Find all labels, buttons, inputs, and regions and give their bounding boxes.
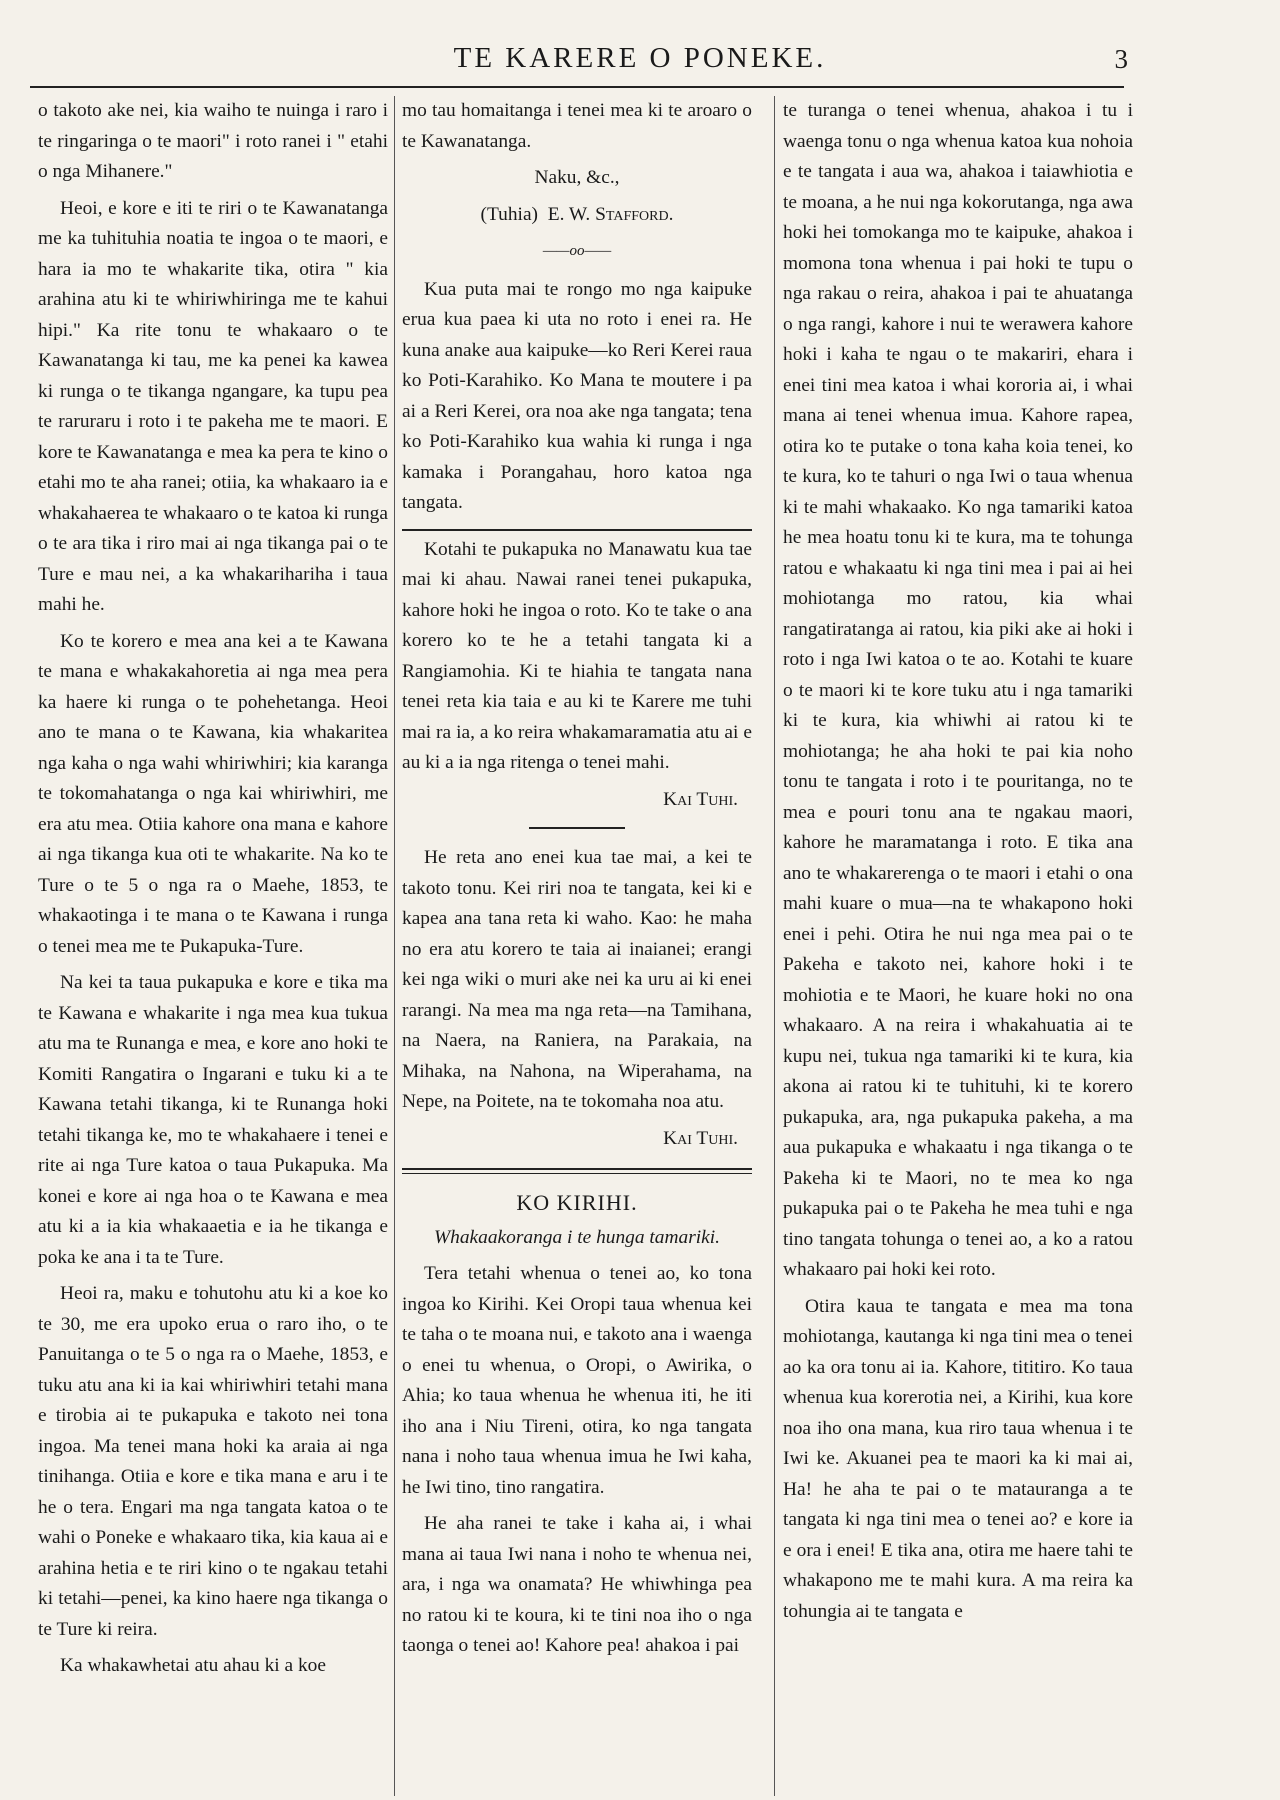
editor-signature-1: Kai Tuhi. bbox=[663, 788, 738, 810]
col2-paragraph-1: mo tau homaitanga i tenei mea ki te aroaro o te Kawanatanga. bbox=[402, 100, 752, 152]
column-divider-1 bbox=[394, 96, 395, 1796]
article-heading: KO KIRIHI. bbox=[516, 1190, 638, 1215]
col1-paragraph-4: Na kei ta taua pukapuka e kore e tika ma te Kawana e whakarite i nga mea kua tukua atu ma te Runanga e mea, e kore ano hoki te Komiti Rangatira o Ingarani e tuku ki a te Kawana tetahi tikanga, ki te Runanga hoki tetahi tikanga ke, mo te whakahaere i tenei e rite ai nga Ture katoa o taua Pukapuka. Ma konei e kore ai nga hoa o te Kawana e mea atu ki a ia kia whakaaetia e ia he tikanga e poka ke ana i ta te Ture. bbox=[38, 972, 388, 1268]
col3-paragraph-1: te turanga o tenei whenua, ahakoa i tu i waenga tonu o nga whenua katoa kua nohoia e te tangata i aua wa, ahakoa i taiawhiotia e te moana, a he nui nga kokorutanga, nga awa hoki hei tomokanga mo te kaipuke, ahakoa i momona tona whenua i pai hoki te tupu o nga rakau o reira, ahakoa i pai te ahuatanga o nga rangi, kahore i nui te werawera kahore hoki i kaha te ngau o te makariri, ehara i enei tini mea katoa i whai kororia ai, i whai mana ai tenei whenua imua. Kahore rapea, otira ko te putake o tona kaha koia tenei, ko te kura, ko te tahuri o nga Iwi o taua whenua ki te mahi whakaako. Ko nga tamariki katoa he mea hoatu tonu ki te kura, ma te tohunga ratou e whakaatu ki nga tini mea i pai ai hei mohiotanga mo ratou, kia whai rangatiratanga ai ratou, kia piki ake ai hoki i roto i nga Iwi katoa o te ao. Kotahi te kuare o te maori ki te kore tuku atu i nga tamariki ki te kura, kia whiwhi ai ratou ki te mohiotanga; he aha hoki te pai kia noho tonu te tangata i roto i te pouritanga, no te mea e pouri tonu ana te ngakau maori, kahore he maramatanga i roto. E tika ana ano te whakarerenga o te maori i etahi o ona mahi kuare o mua—na te whakapono hoki enei i pehi. Otira he nui nga mea pai o te Pakeha e takoto nei, kahore hoki i te mohiotia e te Maori, he kuare hoki no ona whakaaro. A na reira i whakahuatia ai te kupu nei, tukua nga tamariki ki te kura, kia akona ai ratou ki te tuhituhi, ki te korero pukapuka, ara, nga pukapuka pakeha, a ma aua pukapuka e whakaatu i nga tikanga o te Pakeha ki te Maori, no te mea ko nga pukapuka pai o te Pakeha he mea tuhi e nga tino tangata tohunga o tenei ao, a ko a ratou whakaaro pai hoki kei roto. bbox=[783, 100, 1133, 1280]
article-subheading: Whakaakoranga i te hunga tamariki. bbox=[434, 1226, 720, 1248]
col3-paragraph-2: Otira kaua te tangata e mea ma tona mohiotanga, kautanga ki nga tini mea o tenei ao ka ora tonu ai ia. Kahore, tititiro. Ko taua whenua kua korerotia nei, a Kirihi, kua kore noa iho ona mana, kua riro taua whenua i te Iwi ke. Akuanei pea te maori ka ki mai ai, Ha! he aha te pai o te matauranga a te tangata ki nga tini mea o tenei ao? e kore ia e ora i enei! E tika ana, otira me haere tahi te whakapono me te mahi kura. A ma reira ka tohungia ai te tangata e bbox=[783, 1295, 1133, 1622]
col2-paragraph-letters: He reta ano enei kua tae mai, a kei te takoto tonu. Kei riri noa te tangata, kei ki e kapea ana tana reta ki waho. Kao: he maha no era atu korero te taia ai inaianei; erangi kei nga wiki o muri ake nei ka uru ai ki enei rarangi. Na mea ma nga reta—na Tamihana, na Naera, na Raniera, na Parakaia, na Mihaka, na Nahona, na Wiperahama, na Nepe, na Poitete, na te tokomaha noa atu. bbox=[402, 847, 752, 1112]
col2-paragraph-letter: Kotahi te pukapuka no Manawatu kua tae mai ki ahau. Nawai ranei tenei pukapuka, kahore hoki he ingoa o roto. Ko te take o ana korero ko te he a tetahi tangata ki a Rangiamohia. Ki te hiahia te tangata nana tenei reta kia taia e au ki te Karere me tuhi mai ra ia, a ko reira whakamaramatia atu ai e au ki a ia nga ritenga o tenei mahi. bbox=[402, 538, 752, 773]
oo-separator: ——oo—— bbox=[542, 243, 612, 259]
col2-paragraph-kirihi-2: He aha ranei te take i kaha ai, i whai mana ai taua Iwi nana i noho te whenua nei, ara, i nga wa onamata? He whiwhinga pea no ratou ki te koura, ki te tini noa iho o nga taonga o tenei ao! Kahore pea! ahakoa i pai bbox=[402, 1513, 752, 1656]
col1-paragraph-2: Heoi, e kore e iti te riri o te Kawanatanga me ka tuhituhia noatia te ingoa o te maori, e hara ia mo te whakarite tika, otira " kia arahina atu ki te whiriwhiringa me te kahui hipi." Ka rite tonu te whakaaro o te Kawanatanga ki tau, me ka penei ka kawea ki runga o te tikanga ngangare, ka tupu pea te raruraru i roto i te pakeha me te maori. E kore te Kawanatanga e mea ka pera te kino o etahi mo te aha ranei; otiia, ka whakaaro ia e whakahaerea te whakaaro o te katoa ki runga o te ara tika i riro mai ai nga tikanga pai o te Ture e mau nei, a ka whakarihariha i taua mahi he. bbox=[38, 197, 388, 615]
column-1 bbox=[38, 96, 388, 1796]
col1-paragraph-3: Ko te korero e mea ana kei a te Kawana te mana e whakakahoretia ai nga mea pera ka haere ki runga o te pohehetanga. Heoi ano te mana o te Kawana, kia whakaritea nga kaha o nga wahi whiriwhiri; kia karanga te tokomahatanga o nga kai whiriwhiri, me era atu mea. Otiia kahore ona mana e kahore ai nga tikanga kua oti te whakarite. Na ko te Ture o te 5 o nga ra o Maehe, 1853, te whakaotinga i te mana o te Kawana i runga o tenei mea me te Pukapuka-Ture. bbox=[38, 630, 388, 957]
newspaper-title: TE KARERE O PONEKE. bbox=[453, 42, 827, 74]
page-number: 3 bbox=[1114, 44, 1128, 74]
col1-paragraph-5: Heoi ra, maku e tohutohu atu ki a koe ko te 30, me era upoko erua o raro iho, o te Panuitanga o te 5 o nga ra o Maehe, 1853, e tuku atu ana ki ia kai whiriwhiri tetahi mana e tirobia ai te pukapuka e takoto nei tona ingoa. Ma tenei mana hoki ka araia ai nga tinihanga. Otiia e kore e tika mana e aru i te he o tera. Engari ma nga tangata katoa o te wahi o Poneke e whakaaro tika, kia kaua ai e arahina hetia e te riri kino o te ngakau tetahi ki tetahi—penei, ka kino haere nga tikanga o te Ture ki reira. bbox=[38, 1283, 388, 1640]
signoff-name: E. W. Stafford. bbox=[547, 203, 674, 225]
column-3 bbox=[783, 96, 1133, 1796]
masthead bbox=[0, 42, 1280, 90]
col2-paragraph-shipwreck: Kua puta mai te rongo mo nga kaipuke erua kua paea ki uta no roto i enei ra. He kuna anake aua kaipuke—ko Reri Kerei raua ko Poti-Karahiko. Ko Mana te moutere i pa ai a Reri Kerei, ora noa ake nga tangata; tena ko Poti-Karahiko kua wahia ki runga i nga kamaka i Porangahau, horo katoa nga tangata. bbox=[402, 278, 752, 513]
signoff-naku: Naku, &c., bbox=[534, 167, 620, 188]
editor-signature-2: Kai Tuhi. bbox=[663, 1127, 738, 1149]
column-divider-2 bbox=[774, 96, 775, 1796]
section-rule-2 bbox=[529, 827, 625, 829]
column-2 bbox=[402, 96, 752, 1796]
section-rule-1 bbox=[402, 529, 752, 531]
signoff-tuhia: (Tuhia) bbox=[480, 203, 539, 225]
section-double-rule bbox=[402, 1168, 752, 1174]
col1-paragraph-6: Ka whakawhetai atu ahau ki a koe bbox=[60, 1655, 326, 1676]
col2-paragraph-kirihi-1: Tera tetahi whenua o tenei ao, ko tona ingoa ko Kirihi. Kei Oropi taua whenua kei te taha o te moana nui, e takoto ana i waenga o enei tu whenua, o Oropi, o Awirika, o Ahia; ko taua whenua he whenua iti, he iti iho ana i Niu Tireni, otira, ko nga tangata nana i noho taua whenua imua he Iwi kaha, he Iwi tino, tino rangatira. bbox=[402, 1263, 752, 1498]
signoff-line bbox=[402, 200, 752, 231]
col1-paragraph-1: o takoto ake nei, kia waiho te nuinga i raro i te ringaringa o te maori" i roto ranei i " etahi o nga Mihanere." bbox=[38, 100, 388, 182]
oo-mark: oo bbox=[569, 243, 585, 259]
masthead-rule bbox=[30, 86, 1124, 88]
